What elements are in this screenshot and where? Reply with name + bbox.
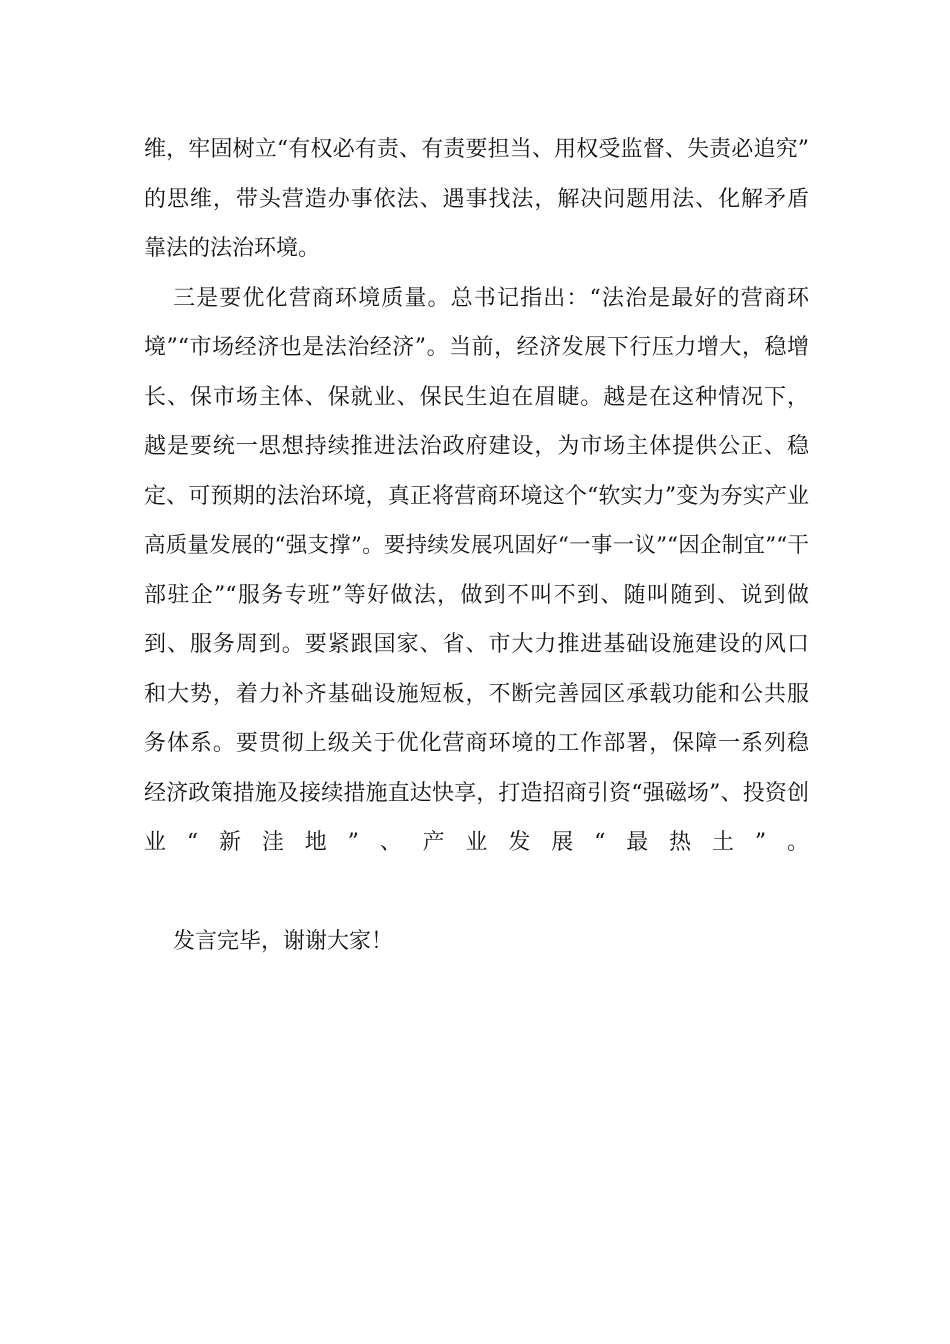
text-line: 靠法的法治环境。 bbox=[144, 236, 321, 261]
text-line: 和大势，着力补齐基础设施短板，不断完善园区承载功能和公共服 bbox=[144, 681, 809, 707]
text-line: 到、服务周到。要紧跟国家、省、市大力推进基础设施建设的风口 bbox=[144, 632, 809, 657]
text-line: 高质量发展的“强支撑”。要持续发展巩固好“一事一议”“因企制宜”“干 bbox=[144, 533, 809, 558]
text-line: 经济政策措施及接续措施直达快享，打造招商引资“强磁场”、投资创 bbox=[144, 780, 809, 806]
text-line: 务体系。要贯彻上级关于优化营商环境的工作部署，保障一系列稳 bbox=[144, 731, 809, 756]
paragraph-2 bbox=[144, 274, 809, 918]
text-line: 越是要统一思想持续推进法治政府建设，为市场主体提供公正、稳 bbox=[144, 434, 809, 459]
text-line: 三是要优化营商环境质量。总书记指出：“法治是最好的营商环 bbox=[173, 285, 809, 311]
text-line: 境”“市场经济也是法治经济”。当前，经济发展下行压力增大，稳增 bbox=[144, 335, 809, 360]
text-line: 长、保市场主体、保就业、保民生迫在眉睫。越是在这种情况下， bbox=[144, 384, 809, 410]
closing-line: 发言完毕，谢谢大家！ bbox=[173, 929, 394, 954]
text-line bbox=[144, 868, 809, 918]
paragraph-3 bbox=[144, 917, 809, 967]
text-line: 维，牢固树立“有权必有责、有责要担当、用权受监督、失责必追究” bbox=[144, 137, 809, 162]
paragraph-1 bbox=[144, 125, 809, 274]
text-line: 部驻企”“服务专班”等好做法，做到不叫不到、随叫随到、说到做 bbox=[144, 582, 809, 608]
text-line: 的思维，带头营造办事依法、遇事找法，解决问题用法、化解矛盾 bbox=[144, 186, 809, 212]
body-text bbox=[144, 125, 809, 967]
text-line: 业“新洼地”、产业发展“最热土”。 bbox=[144, 830, 809, 855]
text-line: 定、可预期的法治环境，真正将营商环境这个“软实力”变为夯实产业 bbox=[144, 483, 809, 509]
